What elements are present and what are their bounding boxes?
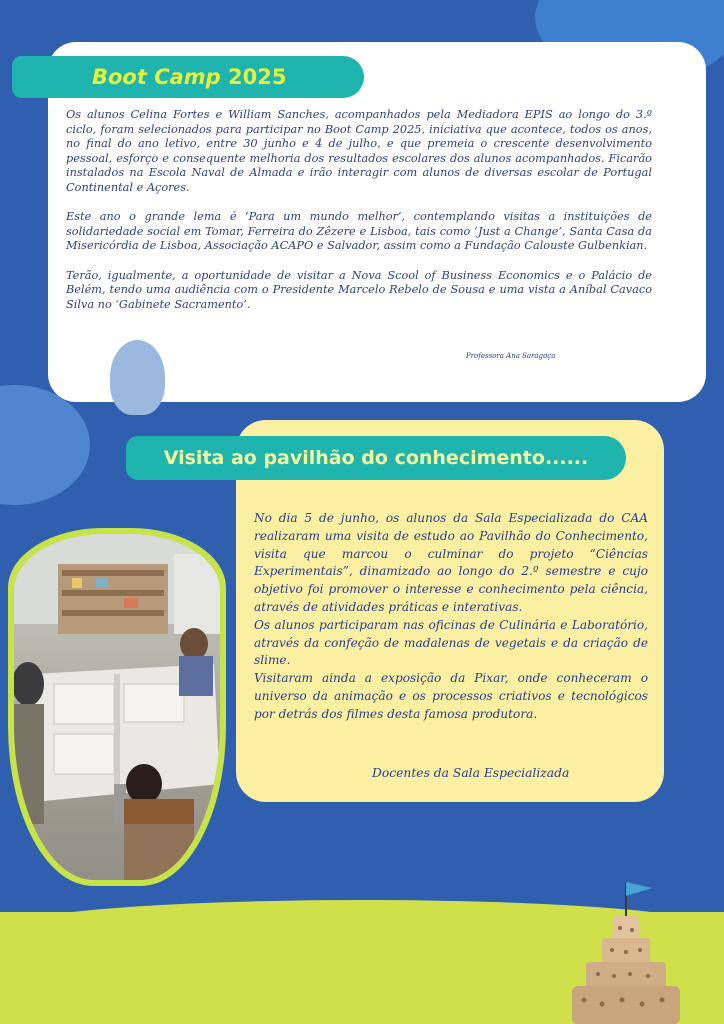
signature: Professora Ana Saragoça [466, 352, 556, 360]
paragraph: Os alunos participaram nas oficinas de Culinária e Laboratório, através da confeção de madalenas de vegetais e da criação de slime. [254, 617, 648, 668]
decorative-blob [0, 385, 90, 505]
paragraph: Este ano o grande lema é ‘Para um mundo melhor’, contemplando visitas a instituições de solidariedade social em Tomar, Ferreira do Zêzere e Lisboa, tais como ‘Just a Change’, Santa Casa da Misericórdia de Lisboa, Associação ACAPO e Salvador, assim como a Fundação Calouste Gulbenkian. [66, 210, 652, 253]
sandcastle-icon [566, 876, 686, 1024]
title-italic: Boot Camp [92, 65, 221, 89]
paragraph: Terão, igualmente, a oportunidade de visitar a Nova Scool of Business Economics e o Palácio de Belém, tendo uma audiência com o Presidente Marcelo Rebelo de Sousa e uma vista a Aníbal Cavaco Silva no ‘Gabinete Sacramento’. [66, 268, 652, 311]
paragraph: No dia 5 de junho, os alunos da Sala Especializada do CAA realizaram uma visita de estudo ao Pavilhão do Conhecimento, visita que marcou o culminar do projeto “Ciências Experimentais”, dinamizado ao longo do 2.º semestre e cujo objetivo foi promover o interesse e conhecimento pela ciência, através de atividades práticas e interativas. [254, 511, 648, 614]
classroom-photo [14, 534, 220, 880]
visit-title: Visita ao pavilhão do conhecimento...... [126, 436, 626, 480]
title-year: 2025 [220, 65, 287, 89]
boot-camp-title [12, 56, 364, 98]
signature: Docentes da Sala Especializada [372, 766, 570, 780]
paragraph: Visitaram ainda a exposição da Pixar, onde conheceram o universo da animação e os processos criativos e tecnológicos por detrás dos filmes desta famosa produtora. [254, 671, 648, 721]
paragraph: Os alunos Celina Fortes e William Sanches, acompanhados pela Mediadora EPIS ao longo do 3.º ciclo, foram selecionados para participar no Boot Camp 2025, iniciativa que acontece, todos os anos, no final do ano letivo, entre 30 junho e 4 de julho, e que premeia o crescente desenvolvimento pessoal, esforço e consequente melhoria dos resultados escolares dos alunos acompanhados. Ficarão instalados na Escola Naval de Almada e irão interagir com alunos de diversas escolar de Portugal Continental e Açores. [66, 108, 652, 194]
boot-camp-text [66, 108, 652, 327]
visit-text [254, 510, 648, 724]
